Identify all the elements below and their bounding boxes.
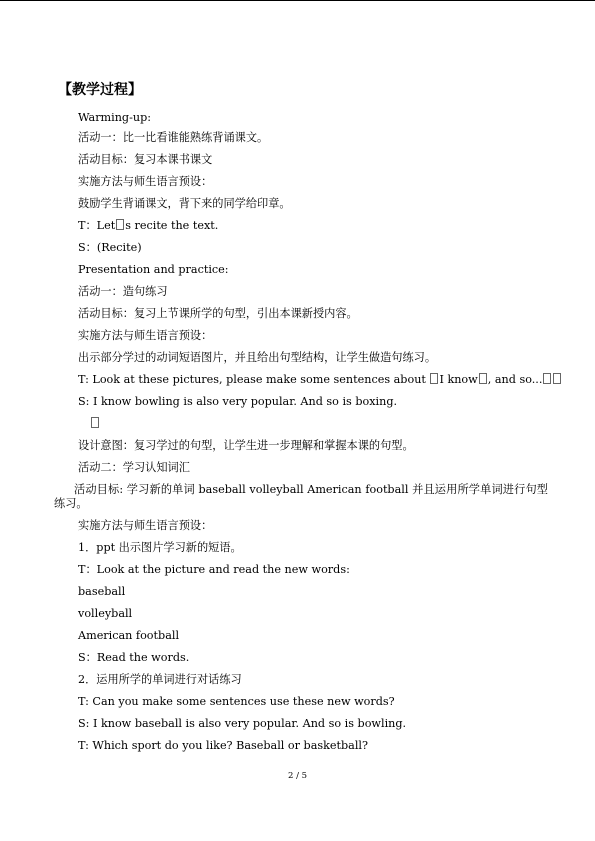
text-line-activity-goal-2: 活动目标：复习上节课所学的句型，引出本课新授内容。 xyxy=(78,307,358,320)
text-line-presentation: Presentation and practice: xyxy=(78,263,229,276)
text-fragment: , and so... xyxy=(487,373,543,386)
text-line-student-read: S：Read the words. xyxy=(78,651,190,664)
text-line-activity-sentences: 活动一：造句练习 xyxy=(78,285,168,298)
document-body xyxy=(54,111,548,761)
text-line-word-american-football: American football xyxy=(78,629,180,642)
text-line-method: 实施方法与师生语言预设： xyxy=(78,175,213,188)
text-line-activity-two: 活动二：学习认知词汇 xyxy=(78,461,190,474)
text-line-method-2: 实施方法与师生语言预设： xyxy=(78,329,213,342)
text-line-activity-goal-3: 活动目标: 学习新的单词 baseball volleyball American football 并且运用所学单词进行句型练习。 xyxy=(54,483,548,510)
text-line-word-volleyball: volleyball xyxy=(78,607,133,620)
text-line-activity-goal: 活动目标：复习本课书课文 xyxy=(78,153,213,166)
text-line-teacher-read: T：Look at the picture and read the new words: xyxy=(78,563,350,576)
text-fragment: I know xyxy=(439,373,478,386)
missing-glyph-box xyxy=(479,373,487,384)
text-line-student-baseball: S: I know baseball is also very popular. And so is bowling. xyxy=(78,717,407,730)
text-line-activity-one: 活动一：比一比看谁能熟练背诵课文。 xyxy=(78,131,269,144)
missing-glyph-box xyxy=(116,219,124,230)
text-line-warming-up: Warming-up: xyxy=(78,111,152,124)
missing-glyph-box xyxy=(430,373,438,384)
text-line-method-3: 实施方法与师生语言预设： xyxy=(78,519,213,532)
text-line-show-pictures: 出示部分学过的动词短语图片，并且给出句型结构，让学生做造句练习。 xyxy=(78,351,437,364)
text-line-word-baseball: baseball xyxy=(78,585,126,598)
missing-glyph-box xyxy=(91,417,99,428)
text-line-ppt: 1．ppt 出示图片学习新的短语。 xyxy=(78,541,242,554)
text-line-student-recite: S：(Recite) xyxy=(78,241,142,254)
text-fragment: s recite the text. xyxy=(125,219,219,232)
text-fragment: T：Let xyxy=(78,219,116,232)
text-line-teacher-recite xyxy=(58,219,548,233)
section-heading: 【教学过程】 xyxy=(58,82,142,98)
text-line-dialogue-practice: 2．运用所学的单词进行对话练习 xyxy=(78,673,242,686)
missing-glyph-box xyxy=(553,373,561,384)
text-line-encourage: 鼓励学生背诵课文，背下来的同学给印章。 xyxy=(78,197,291,210)
text-line-teacher-which-sport: T: Which sport do you like? Baseball or basketball? xyxy=(78,739,369,752)
missing-glyph-box xyxy=(543,373,551,384)
text-line-design-intent: 设计意图：复习学过的句型，让学生进一步理解和掌握本课的句型。 xyxy=(78,439,414,452)
text-line-teacher-look xyxy=(58,373,548,387)
page-number: 2 / 5 xyxy=(287,771,308,781)
text-line-empty-box xyxy=(58,417,548,431)
text-line-student-bowling: S: I know bowling is also very popular. And so is boxing. xyxy=(78,395,398,408)
top-border-line xyxy=(0,0,595,1)
text-line-teacher-can-you: T: Can you make some sentences use these new words? xyxy=(78,695,395,708)
text-fragment: T: Look at these pictures, please make some sentences about xyxy=(78,373,430,386)
